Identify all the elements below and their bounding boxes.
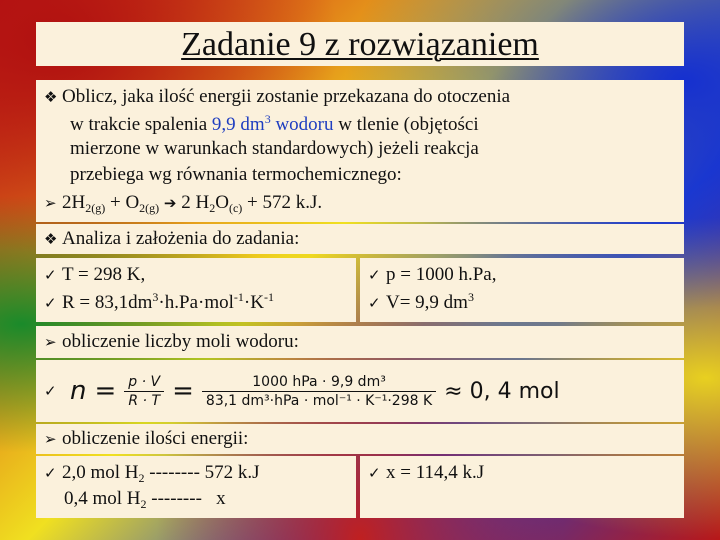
- result-panel: [360, 456, 684, 518]
- volume-value: 9,9 $dm^3$: [211, 112, 271, 135]
- arrow-bullet-icon: ➢: [44, 430, 57, 448]
- problem-panel: [36, 80, 684, 222]
- energy-heading: ➢ obliczenie ilości energii:: [44, 428, 249, 449]
- title-bar: [36, 22, 684, 66]
- check-icon: ✓: [44, 464, 57, 482]
- moles-heading: ➢ obliczenie liczby moli wodoru:: [44, 331, 299, 352]
- formula-result: ≈ 0, 4 mol: [444, 378, 560, 404]
- arrow-bullet-icon: ➢: [44, 194, 57, 212]
- formula-equals: =: [94, 376, 117, 406]
- energy-result: ✓ x = 114,4 k.J: [368, 462, 485, 483]
- gas-constant-value: ✓ $R = 83,1dm^3\cdot h.Pa\cdot mol^{-1}\cdot K^{-1}$: [44, 290, 274, 313]
- problem-line-1: ❖ Oblicz, jaka ilość energii zostanie przekazana do otoczenia: [44, 86, 511, 107]
- check-icon: ✓: [44, 382, 57, 400]
- proportion-line-1: ✓ 2,0 mol $H_2$ -------- 572 k.J: [44, 462, 260, 485]
- proportion-panel: [36, 456, 356, 518]
- pressure-value: ✓ p = 1000 h.Pa,: [368, 264, 497, 285]
- page-title: Zadanie 9 z rozwiązaniem: [181, 26, 539, 63]
- moles-formula: [44, 368, 560, 414]
- check-icon: ✓: [368, 464, 381, 482]
- temperature-value: ✓ T = 298 K,: [44, 264, 146, 285]
- proportion-line-2: 0,4 mol $H_2$ -------- x: [64, 488, 226, 511]
- volume-assumption: ✓ V= 9,9 $dm^3$: [368, 290, 474, 313]
- check-icon: ✓: [44, 266, 57, 284]
- formula-n: n: [70, 376, 87, 406]
- check-icon: ✓: [368, 266, 381, 284]
- assumptions-right-panel: [360, 258, 684, 322]
- problem-line-2: w trakcie spalenia 9,9 $dm^3$ wodoru w tlenie (objętości: [70, 112, 479, 135]
- problem-line-3: mierzone w warunkach standardowych) jeżeli reakcja: [70, 138, 479, 159]
- analysis-panel: [36, 224, 684, 254]
- formula-fraction-numeric: $\frac{\text{1000 hPa · 9,9 dm³}}{\text{83,1 dm³·hPa · mol⁻¹ · K⁻¹·298 K}}$: [202, 373, 436, 410]
- formula-panel: [36, 360, 684, 422]
- problem-line-4: przebiega wg równania termochemicznego:: [70, 164, 402, 185]
- energy-heading-panel: [36, 424, 684, 454]
- check-icon: ✓: [44, 294, 57, 312]
- formula-fraction-symbolic: $\frac{p \cdot V}{R \cdot T}$: [124, 373, 164, 410]
- formula-equals: =: [172, 376, 194, 406]
- analysis-heading: ❖ Analiza i założenia do zadania:: [44, 228, 300, 249]
- arrow-bullet-icon: ➢: [44, 333, 57, 351]
- reaction-arrow-icon: ➔: [163, 194, 177, 212]
- diamond-bullet-icon: ❖: [44, 88, 58, 106]
- check-icon: ✓: [368, 294, 381, 312]
- assumptions-left-panel: [36, 258, 356, 322]
- moles-heading-panel: [36, 326, 684, 358]
- substance-name: wodoru: [270, 114, 334, 135]
- diamond-bullet-icon: ❖: [44, 230, 58, 248]
- reaction-equation: ➢ $2H_{2(g)} + O_{2(g)}$ ➔ 2 $H_2O_{(c)} + 572$ k.J.: [44, 192, 323, 215]
